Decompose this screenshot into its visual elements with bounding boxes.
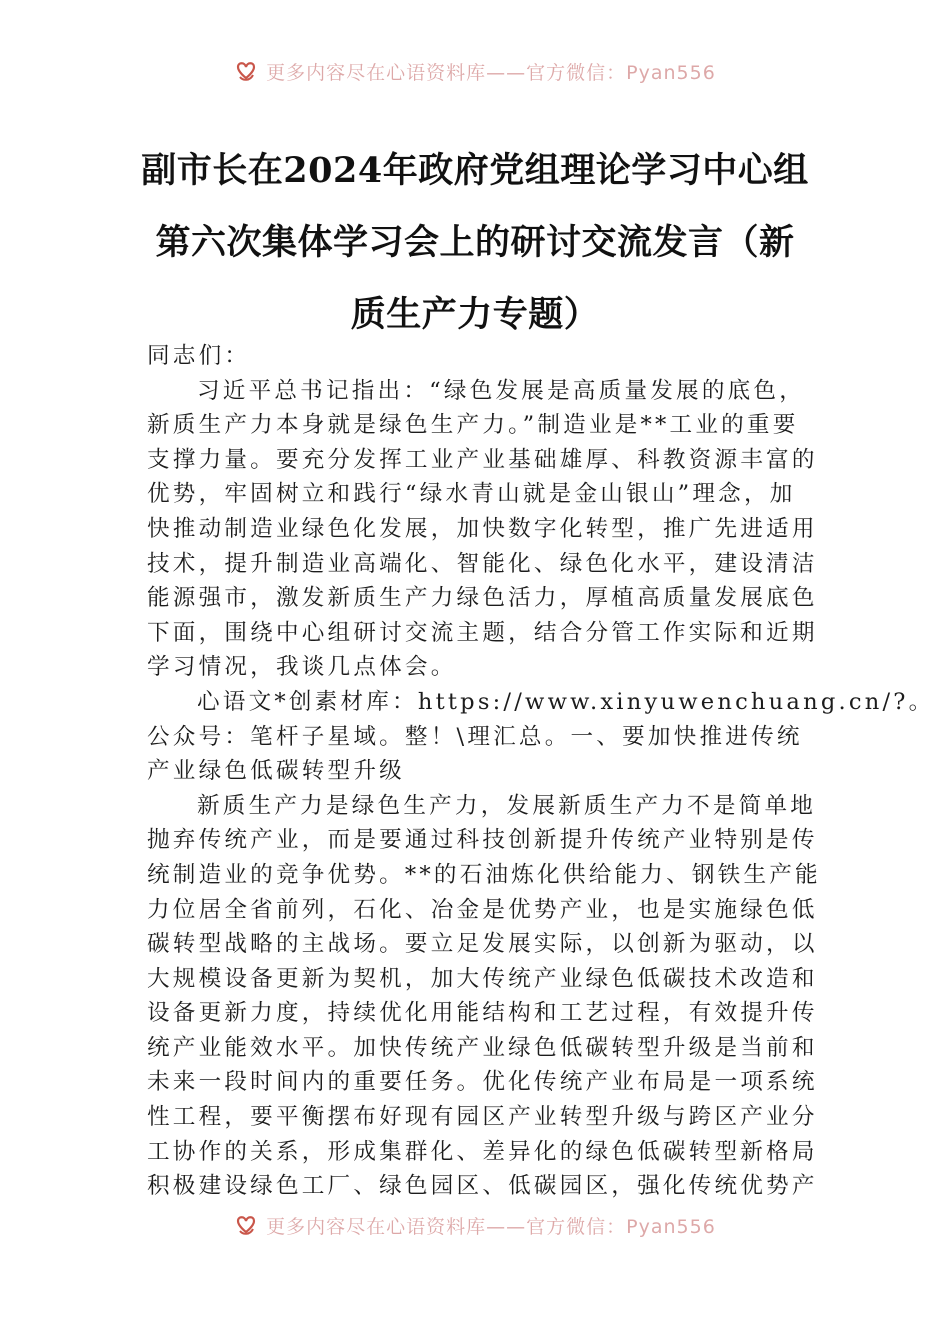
- watermark-footer: [0, 1212, 950, 1238]
- paragraph-line: 新质生产力本身就是绿色生产力。”制造业是**工业的重要: [147, 412, 799, 439]
- paragraph-line: 积极建设绿色工厂、绿色园区、低碳园区，强化传统优势产: [147, 1173, 818, 1200]
- paragraph-line: 心语文*创素材库：https://www.xinyuwenchuang.cn/?。: [197, 688, 935, 715]
- paragraph-line: 未来一段时间内的重要任务。优化传统产业布局是一项系统: [147, 1069, 818, 1096]
- paragraph-line: 公众号：笔杆子星域。整！\理汇总。一、要加快推进传统: [147, 723, 803, 750]
- paragraph-line: 碳转型战略的主战场。要立足发展实际，以创新为驱动，以: [147, 931, 818, 958]
- paragraph-line: 性工程，要平衡摆布好现有园区产业转型升级与跨区产业分: [147, 1104, 818, 1131]
- title-line-3: 质生产力专题）: [350, 294, 600, 335]
- paragraph-line: 优势，牢固树立和践行“绿水青山就是金山银山”理念，加: [147, 481, 796, 508]
- heart-swirl-logo-icon: [234, 59, 258, 83]
- paragraph-line: 大规模设备更新为契机，加大传统产业绿色低碳技术改造和: [147, 965, 818, 992]
- document-body: [147, 339, 935, 1204]
- watermark-header: [0, 58, 950, 84]
- salutation: 同志们：: [147, 343, 251, 369]
- paragraph-line: 抛弃传统产业，而是要通过科技创新提升传统产业特别是传: [147, 827, 818, 854]
- paragraph-line: 设备更新力度，持续优化用能结构和工艺过程，有效提升传: [147, 1000, 818, 1027]
- title-line-2: 第六次集体学习会上的研讨交流发言（新: [155, 222, 795, 263]
- title-line-1: 副市长在2024年政府党组理论学习中心组: [141, 150, 809, 191]
- paragraph-line: 支撑力量。要充分发挥工业产业基础雄厚、科教资源丰富的: [147, 446, 818, 473]
- paragraph-line: 技术，提升制造业高端化、智能化、绿色化水平，建设清洁: [147, 550, 818, 577]
- paragraph-line: 下面，围绕中心组研讨交流主题，结合分管工作实际和近期: [147, 619, 818, 646]
- paragraph-line: 快推动制造业绿色化发展，加快数字化转型，推广先进适用: [147, 515, 818, 542]
- paragraph-line: 新质生产力是绿色生产力，发展新质生产力不是简单地: [197, 792, 817, 819]
- paragraph-line: 学习情况，我谈几点体会。: [147, 654, 457, 681]
- paragraph-line: 统产业能效水平。加快传统产业绿色低碳转型升级是当前和: [147, 1034, 818, 1061]
- paragraph-line: 能源强市，激发新质生产力绿色活力，厚植高质量发展底色: [147, 585, 818, 612]
- document-title: [120, 135, 830, 351]
- paragraph-line: 力位居全省前列，石化、冶金是优势产业，也是实施绿色低: [147, 896, 818, 923]
- section-heading: 产业绿色低碳转型升级: [147, 758, 405, 785]
- paragraph-line: 习近平总书记指出：“绿色发展是高质量发展的底色，: [197, 377, 806, 404]
- paragraph-line: 统制造业的竞争优势。**的石油炼化供给能力、钢铁生产能: [147, 861, 821, 888]
- paragraph-line: 工协作的关系，形成集群化、差异化的绿色低碳转型新格局: [147, 1138, 818, 1165]
- heart-swirl-logo-icon: [234, 1213, 258, 1237]
- watermark-text: 更多内容尽在心语资料库——官方微信：Pyan556: [266, 61, 716, 84]
- watermark-text: 更多内容尽在心语资料库——官方微信：Pyan556: [266, 1215, 716, 1238]
